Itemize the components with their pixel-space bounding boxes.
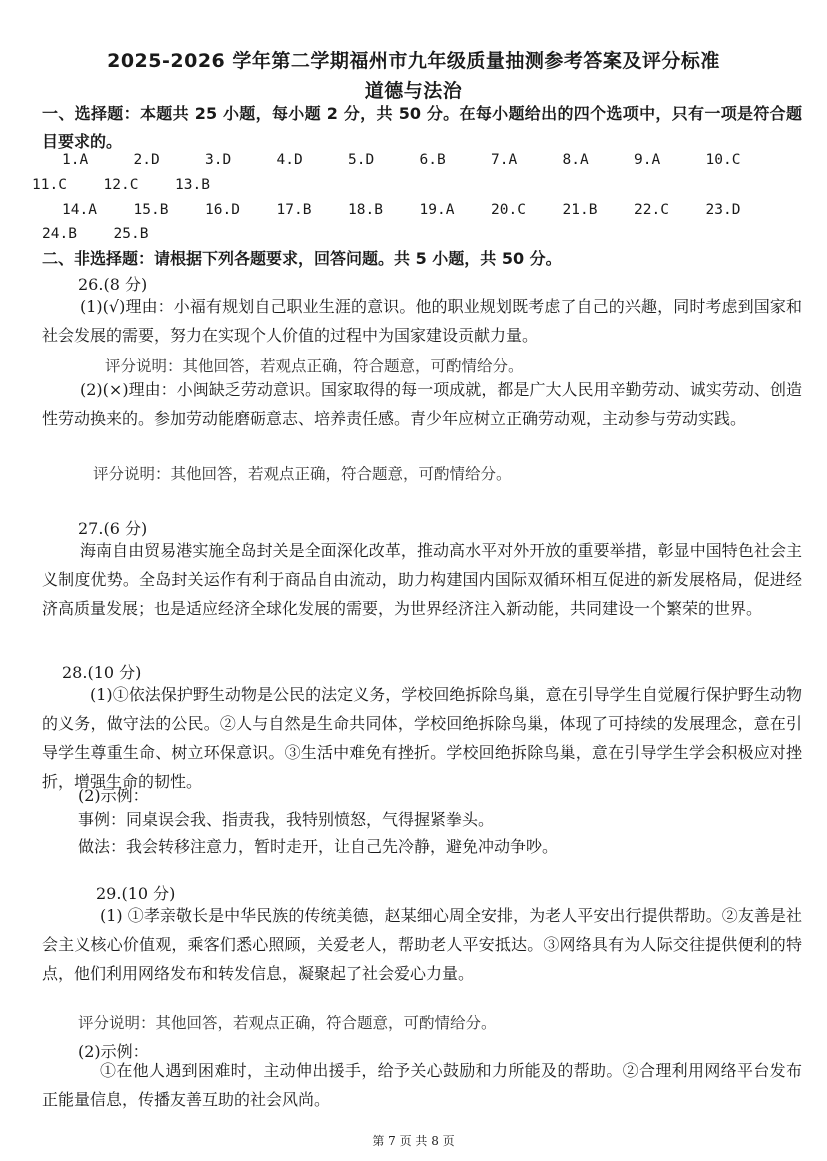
question-29-part-2-label: (2)示例： <box>78 1042 149 1061</box>
answer-item: 16.D <box>205 202 240 218</box>
answer-item: 24.B <box>42 226 77 242</box>
answer-item: 23.D <box>705 202 741 218</box>
question-29-part-1: (1) ①孝亲敬长是中华民族的传统美德，赵某细心周全安排，为老人平安出行提供帮助。②友善是社会主义核心价值观，乘客们悉心照顾，关爱老人，帮助老人平安抵达。③网络具有为人际交往提供便利的特点，他们利用网络发布和转发信息，凝聚起了社会爱心力量。 <box>42 906 802 983</box>
answer-item: 14.A <box>62 202 97 218</box>
answer-item: 7.A <box>491 152 518 168</box>
document-title: 2025-2026 学年第二学期福州市九年级质量抽测参考答案及评分标准 <box>107 50 720 72</box>
section-2-heading: 二、非选择题：请根据下列各题要求，回答问题。共 5 小题，共 50 分。 <box>42 249 562 268</box>
answer-item: 19.A <box>419 202 455 218</box>
answer-item: 5.D <box>348 152 375 168</box>
question-28-part-1: (1)①依法保护野生动物是公民的法定义务，学校回绝拆除鸟巢，意在引导学生自觉履行保护野生动物的义务，做守法的公民。②人与自然是生命共同体，学校回绝拆除鸟巢，体现了可持续的发展理念，意在引导学生尊重生命、树立环保意识。③生活中难免有挫折。学校回绝拆除鸟巢，意在引导学生学会积极应对挫折，增强生命的韧性。 <box>42 685 802 791</box>
section-1-heading: 一、选择题：本题共 25 小题，每小题 2 分，共 50 分。在每小题给出的四个选项中，只有一项是符合题目要求的。 <box>42 104 802 151</box>
question-26-part-2: (2)(×)理由：小闽缺乏劳动意识。国家取得的每一项成就，都是广大人民用辛勤劳动、诚实劳动、创造性劳动换来的。参加劳动能磨砺意志、培养责任感。青少年应树立正确劳动观，主动参与劳动实践。 <box>42 380 802 428</box>
question-26-scoring-note-2: 评分说明：其他回答，若观点正确，符合题意，可酌情给分。 <box>93 465 512 483</box>
answer-item: 10.C <box>705 152 741 168</box>
answer-item: 8.A <box>562 152 589 168</box>
question-28-example-action: 做法：我会转移注意力，暂时走开，让自己先冷静，避免冲动争吵。 <box>78 837 559 856</box>
question-26-scoring-note-1: 评分说明：其他回答，若观点正确，符合题意，可酌情给分。 <box>105 357 524 375</box>
page-footer: 第 7 页 共 8 页 <box>372 1134 455 1148</box>
answer-item: 13.B <box>175 177 210 193</box>
question-27-answer: 海南自由贸易港实施全岛封关是全面深化改革，推动高水平对外开放的重要举措，彰显中国特色社会主义制度优势。全岛封关运作有利于商品自由流动，助力构建国内国际双循环相互促进的新发展格局，促进经济高质量发展；也是适应经济全球化发展的需要，为世界经济注入新动能，共同建设一个繁荣的世界。 <box>42 541 802 618</box>
question-29-header: 29.(10 分) <box>96 884 176 903</box>
question-28-part-2-label: (2)示例： <box>78 786 149 805</box>
answer-item: 1.A <box>62 152 89 168</box>
answer-item: 17.B <box>276 202 312 218</box>
answer-item: 25.B <box>113 226 149 242</box>
answer-item: 15.B <box>133 202 169 218</box>
answer-item: 6.B <box>419 152 446 168</box>
question-27-header: 27.(6 分) <box>78 519 148 538</box>
question-26-part-1: (1)(√)理由：小福有规划自己职业生涯的意识。他的职业规划既考虑了自己的兴趣，同时考虑到国家和社会发展的需要，努力在实现个人价值的过程中为国家建设贡献力量。 <box>42 297 802 345</box>
answer-item: 21.B <box>562 202 598 218</box>
document-subject: 道德与法治 <box>364 80 463 102</box>
answer-item: 20.C <box>491 202 526 218</box>
answer-item: 4.D <box>276 152 303 168</box>
question-26-header: 26.(8 分) <box>78 275 148 294</box>
answer-item: 2.D <box>133 152 160 168</box>
answer-item: 9.A <box>634 152 661 168</box>
answer-item: 12.C <box>103 177 139 193</box>
question-28-example-event: 事例：同桌误会我、指责我，我特别愤怒，气得握紧拳头。 <box>78 810 495 829</box>
answer-item: 22.C <box>634 202 669 218</box>
question-29-scoring-note: 评分说明：其他回答，若观点正确，符合题意，可酌情给分。 <box>78 1014 497 1032</box>
question-28-header: 28.(10 分) <box>62 663 142 682</box>
answer-item: 3.D <box>205 152 232 168</box>
answer-item: 11.C <box>32 177 67 193</box>
answer-item: 18.B <box>348 202 383 218</box>
question-29-part-2: ①在他人遇到困难时，主动伸出援手，给予关心鼓励和力所能及的帮助。②合理利用网络平台发布正能量信息，传播友善互助的社会风尚。 <box>42 1061 802 1109</box>
